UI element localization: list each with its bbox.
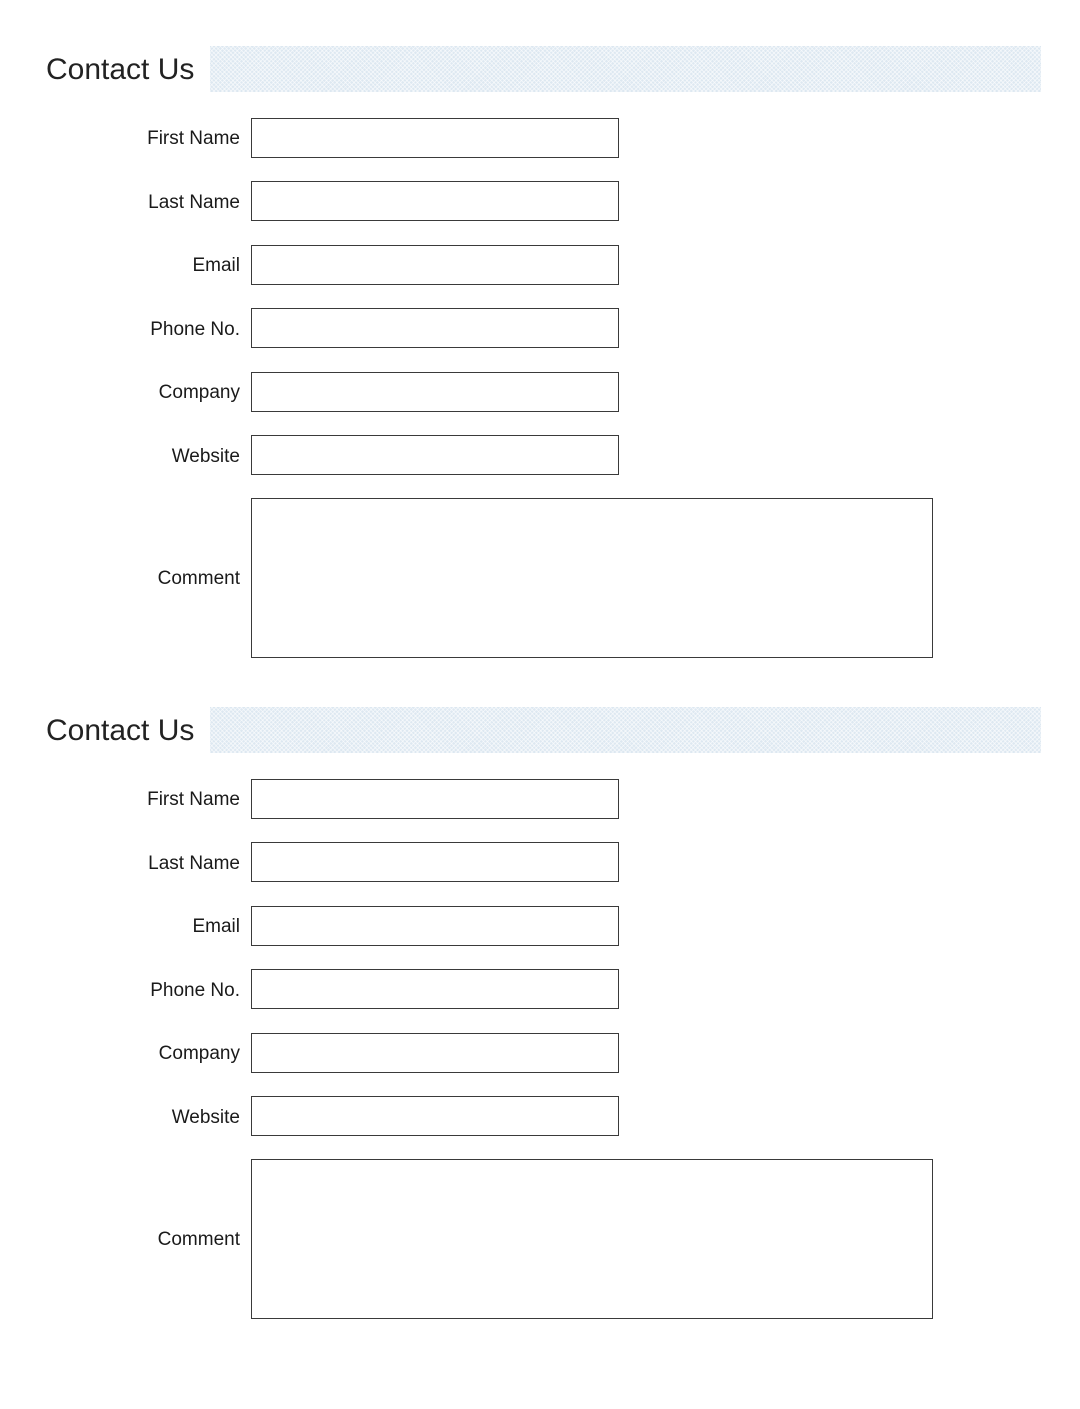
title-decoration-bar bbox=[210, 707, 1041, 753]
website-label: Website bbox=[171, 1107, 240, 1128]
email-label: Email bbox=[192, 255, 240, 276]
phone-label: Phone No. bbox=[150, 980, 240, 1001]
email-input[interactable] bbox=[251, 906, 619, 946]
phone-input[interactable] bbox=[251, 308, 619, 348]
first-name-input[interactable] bbox=[251, 118, 619, 158]
last-name-label: Last Name bbox=[148, 192, 240, 213]
phone-label: Phone No. bbox=[150, 319, 240, 340]
company-label: Company bbox=[158, 382, 240, 403]
company-input[interactable] bbox=[251, 372, 619, 412]
last-name-input[interactable] bbox=[251, 181, 619, 221]
last-name-label: Last Name bbox=[148, 853, 240, 874]
comment-label: Comment bbox=[157, 1229, 240, 1250]
form-title: Contact Us bbox=[46, 53, 195, 86]
phone-input[interactable] bbox=[251, 969, 619, 1009]
title-decoration-bar bbox=[210, 46, 1041, 92]
company-input[interactable] bbox=[251, 1033, 619, 1073]
first-name-input[interactable] bbox=[251, 779, 619, 819]
website-input[interactable] bbox=[251, 1096, 619, 1136]
contact-form-2 bbox=[0, 661, 1080, 1301]
website-label: Website bbox=[171, 446, 240, 467]
website-input[interactable] bbox=[251, 435, 619, 475]
contact-form-1 bbox=[0, 0, 1080, 640]
form-title: Contact Us bbox=[46, 714, 195, 747]
first-name-label: First Name bbox=[147, 789, 240, 810]
comment-label: Comment bbox=[157, 568, 240, 589]
company-label: Company bbox=[158, 1043, 240, 1064]
email-label: Email bbox=[192, 916, 240, 937]
comment-textarea[interactable] bbox=[251, 1159, 933, 1319]
email-input[interactable] bbox=[251, 245, 619, 285]
first-name-label: First Name bbox=[147, 128, 240, 149]
comment-textarea[interactable] bbox=[251, 498, 933, 658]
last-name-input[interactable] bbox=[251, 842, 619, 882]
